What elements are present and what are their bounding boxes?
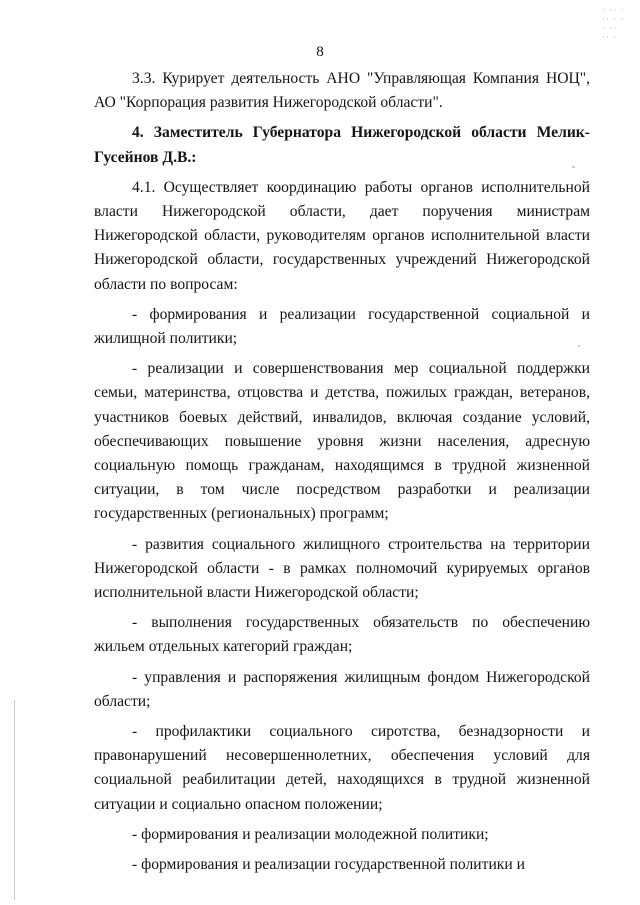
list-item: - формирования и реализации государственной социальной и жилищной политики; [94,305,590,348]
list-item: - формирования и реализации государственной политики и [132,856,525,874]
list-item: - реализации и совершенствования мер социальной поддержки семьи, материнства, отцовства и детства, пожилых граждан, ветеранов, участников боевых действий, инвалидов, включая создание условий, обеспечивающих повышение уровня жизни населения, адресную социальную помощь гражданам, находящимся в трудной жизненной ситуации, в том числе посредством разработки и реализации государственных (региональных) программ; [94,360,590,523]
paragraph-4-1: 4.1. Осуществляет координацию работы органов исполнительной власти Нижегородской области, дает поручения министрам Нижегородской области, руководителям органов исполнительной власти Нижегородской области, государственных учреждений Нижегородской области по вопросам: [94,178,590,293]
list-item: - профилактики социального сиротства, безнадзорности и правонарушений несовершеннолетних, обеспечения условий для социальной реабилитации детей, находящихся в трудной жизненной ситуации и социально опасном положении; [94,723,590,813]
list-item: - развития социального жилищного строительства на территории Нижегородской области - в рамках полномочий курируемых органов исполнительной власти Нижегородской области; [94,535,590,602]
list-item: - выполнения государственных обязательств по обеспечению жильем отдельных категорий граждан; [94,614,590,656]
paragraph-3-3: 3.3. Курирует деятельность АНО "Управляющая Компания НОЦ", АО "Корпорация развития Нижегородской области". [94,70,590,112]
list-item: - управления и распоряжения жилищным фондом Нижегородской области; [94,668,590,710]
scan-noise-top-right: · ·· · ·· · · · ·· ·· · [602,5,625,42]
page-number: 8 [316,44,324,60]
document-body [94,67,590,877]
list-item: - формирования и реализации молодежной политики; [132,825,489,843]
section-4-heading: 4. Заместитель Губернатора Нижегородской области Мелик-Гусейнов Д.В.: [94,124,590,166]
scan-edge-line [14,700,15,900]
